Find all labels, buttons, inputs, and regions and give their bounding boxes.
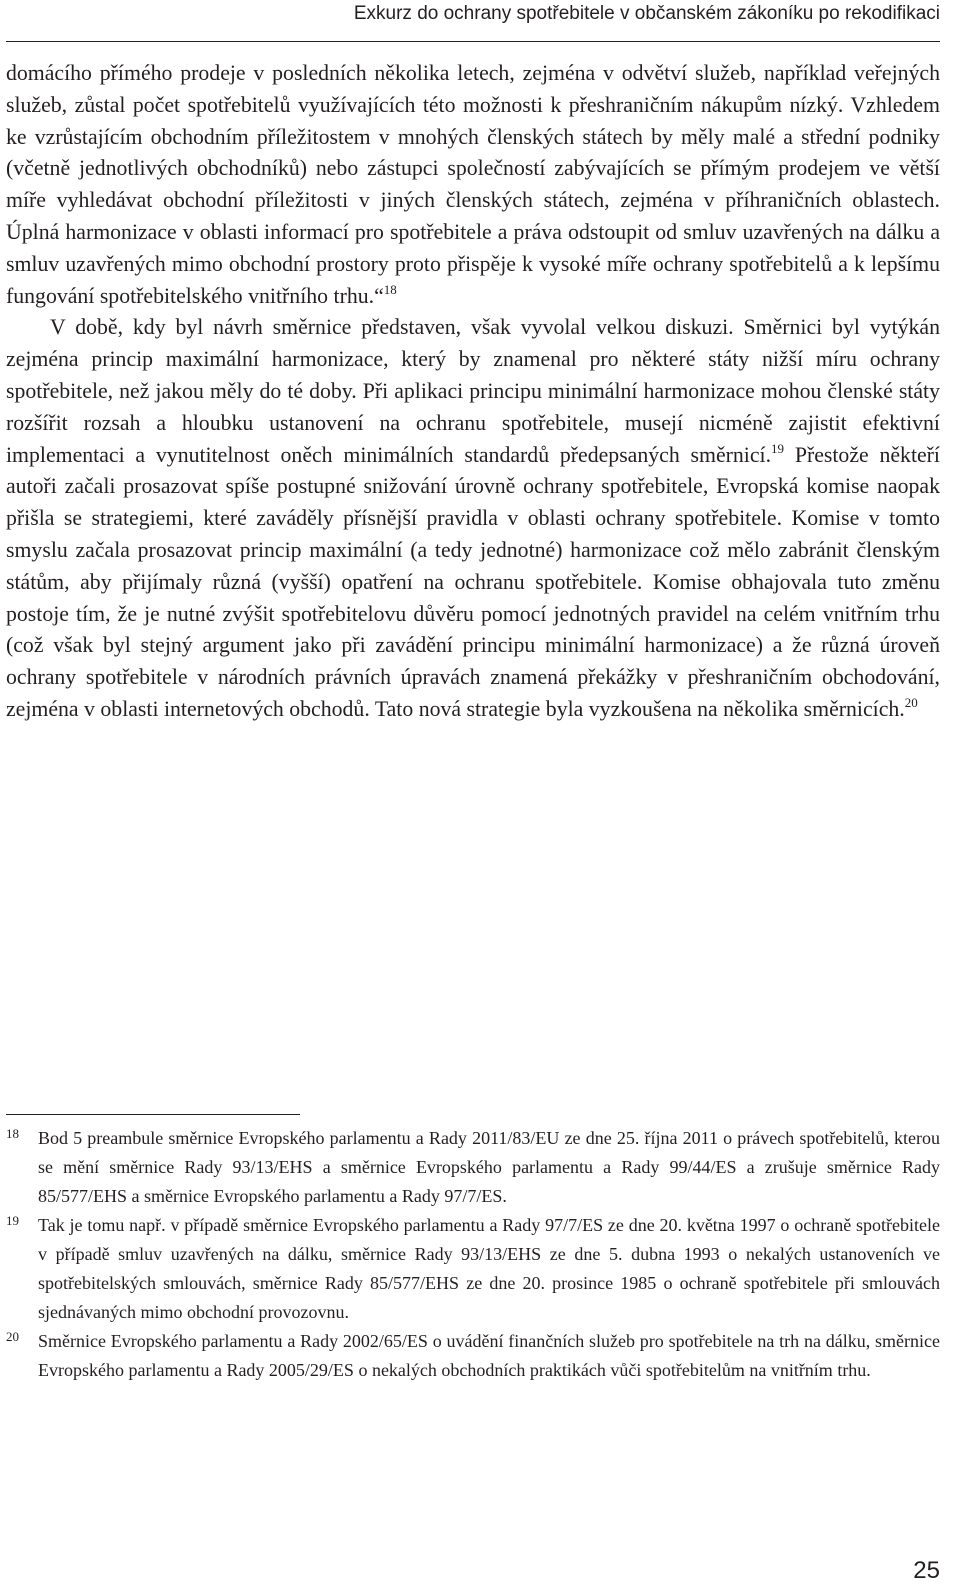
footnote-reference[interactable]: 19 <box>771 440 785 456</box>
footnote-reference[interactable]: 18 <box>383 281 397 297</box>
running-header: Exkurz do ochrany spotřebitele v občanském zákoníku po rekodifikaci <box>6 0 940 42</box>
body-text <box>6 58 940 726</box>
footnote-divider <box>6 1114 300 1115</box>
footnote-text: Tak je tomu např. v případě směrnice Evropského parlamentu a Rady 97/7/ES ze dne 20. května 1997 o ochraně spotřebitele v případě smluv uzavřených na dálku, směrnice Rady 93/13/EHS ze dne 5. dubna 1993 o nekalých ustanoveních ve spotřebitelských smlouvách, směrnice Rady 85/577/EHS ze dne 20. prosince 1985 o ochraně spotřebitele při smlouvách sjednávaných mimo obchodní provozovnu. <box>38 1215 940 1322</box>
footnote-number: 20 <box>6 1329 19 1344</box>
paragraph <box>6 312 940 725</box>
footnote-reference[interactable]: 20 <box>904 694 918 710</box>
paragraph <box>6 58 940 312</box>
footnote-text: Směrnice Evropského parlamentu a Rady 2002/65/ES o uvádění finančních služeb pro spotřebitele na trh na dálku, směrnice Evropského parlamentu a Rady 2005/29/ES o nekalých obchodních praktikách vůči spotřebitelům na vnitřním trhu. <box>38 1331 940 1380</box>
paragraph-text: V době, kdy byl návrh směrnice představen, však vyvolal velkou diskuzi. Směrnici byl vytýkán zejména princip maximální harmonizace, který by znamenal pro některé státy nižší míru ochrany spotřebitele, než jakou měly do té doby. Při aplikaci principu minimální harmonizace mohou členské státy rozšířit rozsah a hloubku ustanovení na ochranu spotřebitele, musejí nicméně zajistit efektivní implementaci a vynutitelnost oněch minimálních standardů předepsaných směrnicí. <box>6 315 940 467</box>
footnote-text: Bod 5 preambule směrnice Evropského parlamentu a Rady 2011/83/EU ze dne 25. října 2011 o právech spotřebitelů, kterou se mění směrnice Rady 93/13/EHS a směrnice Evropského parlamentu a Rady 99/44/ES a zrušuje směrnice Rady 85/577/EHS a směrnice Evropského parlamentu a Rady 97/7/ES. <box>38 1128 940 1206</box>
footnote <box>6 1327 940 1385</box>
paragraph-text: domácího přímého prodeje v posledních několika letech, zejména v odvětví služeb, například veřejných služeb, zůstal počet spotřebitelů využívajících této možnosti k přeshraničním nákupům nízký. Vzhledem ke vzrůstajícím obchodním příležitostem v mnohých členských státech by měly malé a střední podniky (včetně jednotlivých obchodníků) nebo zástupci společností zabývajících se přímým prodejem ve větší míře vyhledávat obchodní příležitosti v jiných členských státech, zejména v příhraničních oblastech. Úplná harmonizace v oblasti informací pro spotřebitele a práva odstoupit od smluv uzavřených na dálku a smluv uzavřených mimo obchodní prostory proto přispěje k vysoké míře ochrany spotřebitelů a k lepšímu fungování spotřebitelského vnitřního trhu.“ <box>6 61 940 308</box>
footnotes <box>6 1124 940 1385</box>
paragraph-text: Přestože někteří autoři začali prosazovat spíše postupné snižování úrovně ochrany spotřebitele, Evropská komise naopak přišla se strategiemi, které zaváděly přísnější pravidla v oblasti ochrany spotřebitele. Komise v tomto smyslu začala prosazovat princip maximální (a tedy jednotné) harmonizace což mělo zabránit členským státům, aby přijímaly různá (vyšší) opatření na ochranu spotřebitele. Komise obhajovala tuto změnu postoje tím, že je nutné zvýšit spotřebitelovu důvěru pomocí jednotných pravidel na celém vnitřním trhu (což však byl stejný argument jako při zavádění principu minimální harmonizace) a že různá úroveň ochrany spotřebitele v národních právních úpravách znamená překážky v přeshraničním obchodování, zejména v oblasti internetových obchodů. Tato nová strategie byla vyzkoušena na několika směrnicích. <box>6 442 940 721</box>
footnote-number: 18 <box>6 1126 19 1141</box>
page-number: 25 <box>913 1557 940 1584</box>
footnote <box>6 1211 940 1327</box>
footnote <box>6 1124 940 1211</box>
footnote-number: 19 <box>6 1213 19 1228</box>
